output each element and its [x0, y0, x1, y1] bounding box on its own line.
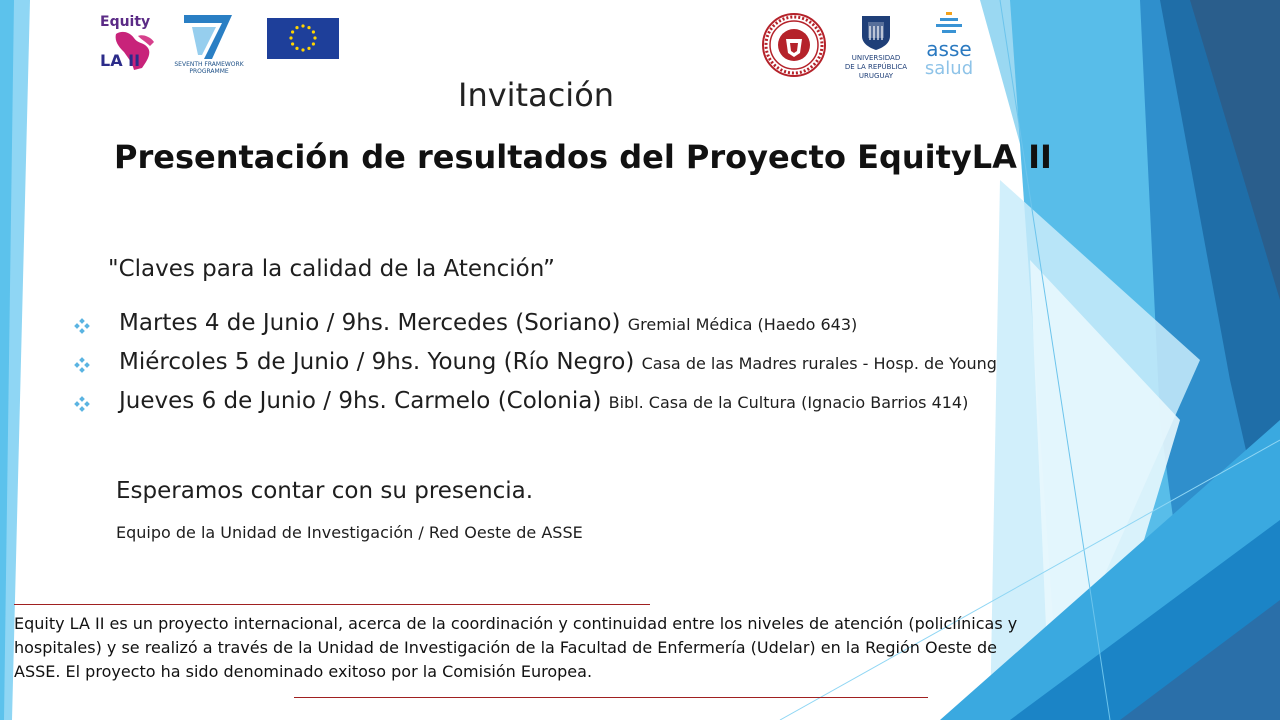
event-venue: Bibl. Casa de la Cultura (Ignacio Barrios 414)	[608, 393, 969, 412]
udelar-logo	[838, 14, 914, 82]
diamond-bullet-icon	[72, 355, 92, 375]
asse-salud-logo	[918, 12, 980, 76]
team-signature: Equipo de la Unidad de Investigación / Red Oeste de ASSE	[116, 523, 583, 542]
fp7-logo	[172, 13, 246, 75]
list-item	[72, 388, 1082, 427]
event-date-location: Jueves 6 de Junio / 9hs. Carmelo (Colonia)	[119, 388, 602, 414]
closing-message: Esperamos contar con su presencia.	[116, 478, 534, 504]
asse-line2: salud	[924, 58, 974, 76]
udelar-line1: UNIVERSIDAD	[851, 54, 901, 62]
equity-logo-line2: LA II	[100, 51, 141, 70]
diamond-bullet-icon	[72, 394, 92, 414]
udelar-line3: URUGUAY	[858, 72, 894, 80]
event-list	[72, 310, 1082, 427]
diamond-bullet-icon	[72, 316, 92, 336]
asse-line1: asse	[926, 37, 972, 61]
event-date-location: Miércoles 5 de Junio / 9hs. Young (Río Negro)	[119, 349, 635, 375]
project-heading: Presentación de resultados del Proyecto EquityLA II	[114, 138, 1052, 176]
event-venue: Gremial Médica (Haedo 643)	[627, 315, 858, 334]
divider-bottom	[294, 697, 928, 698]
list-item	[72, 310, 1082, 349]
fp7-logo-line2: PROGRAMME	[189, 68, 229, 75]
eu-flag-logo	[267, 18, 339, 59]
equity-logo-line1: Equity	[100, 14, 151, 30]
event-date-location: Martes 4 de Junio / 9hs. Mercedes (Soriano)	[119, 310, 621, 336]
slide-title: Invitación	[458, 76, 615, 114]
facultad-enfermeria-seal	[762, 13, 826, 77]
divider-top	[14, 604, 650, 605]
event-subtitle: "Claves para la calidad de la Atención”	[108, 256, 555, 282]
list-item	[72, 349, 1082, 388]
fp7-logo-line1: SEVENTH FRAMEWORK	[174, 61, 244, 68]
udelar-line2: DE LA REPÚBLICA	[844, 63, 908, 71]
equity-la-logo	[98, 12, 160, 72]
event-venue: Casa de las Madres rurales - Hosp. de Young	[641, 354, 997, 373]
footer-note: Equity LA II es un proyecto internacional, acerca de la coordinación y continuidad entre los niveles de atención (policlínicas y hospitales) y se realizó a través de la Unidad de Investigación de la Facultad de Enfermería (Udelar) en la Región Oeste de ASSE. El proyecto ha sido denominado exitoso por la Comisión Europea.	[14, 614, 1018, 681]
